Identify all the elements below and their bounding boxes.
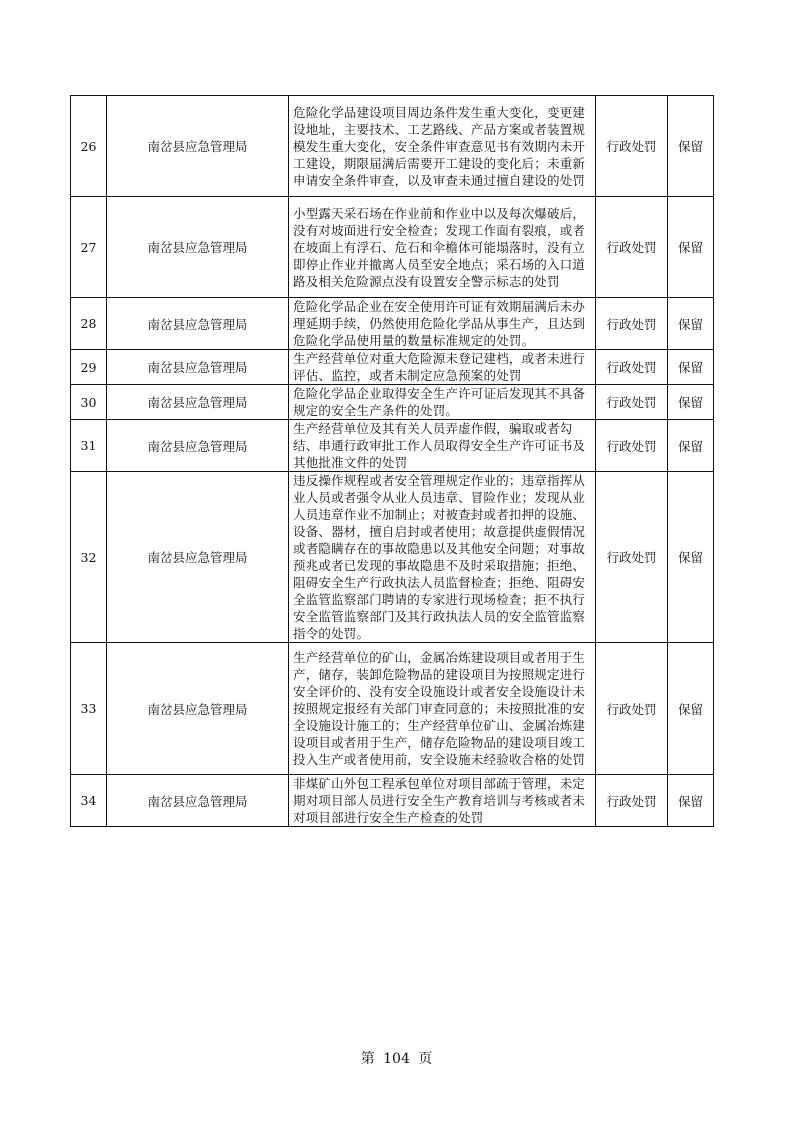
- table-row: [71, 385, 714, 420]
- department-cell: 南岔县应急管理局: [107, 420, 289, 472]
- item-type: 行政处罚: [596, 420, 668, 472]
- department-cell: 南岔县应急管理局: [107, 775, 289, 827]
- status-cell: 保留: [668, 350, 714, 385]
- status-cell: 保留: [668, 472, 714, 643]
- row-number: 33: [71, 643, 107, 775]
- row-number: 32: [71, 472, 107, 643]
- status-cell: 保留: [668, 775, 714, 827]
- item-type: 行政处罚: [596, 350, 668, 385]
- item-type: 行政处罚: [596, 298, 668, 350]
- status-cell: 保留: [668, 96, 714, 197]
- status-cell: 保留: [668, 643, 714, 775]
- table-row: [71, 350, 714, 385]
- status-cell: 保留: [668, 420, 714, 472]
- department-cell: 南岔县应急管理局: [107, 385, 289, 420]
- authority-table: [70, 95, 714, 827]
- item-type: 行政处罚: [596, 96, 668, 197]
- table-row: [71, 775, 714, 827]
- department-cell: 南岔县应急管理局: [107, 472, 289, 643]
- row-number: 27: [71, 197, 107, 298]
- item-description: 生产经营单位的矿山，金属冶炼建设项目或者用于生产，储存，装卸危险物品的建设项目为按照规定进行安全评价的、没有安全设施设计或者安全设施设计未按照规定报经有关部门审查同意的；未按照批准的安全设施设计施工的；生产经营单位矿山、金属冶炼建设项目或者用于生产，储存危险物品的建设项目竣工投入生产或者使用前，安全设施未经验收合格的处罚: [289, 643, 596, 775]
- status-cell: 保留: [668, 197, 714, 298]
- table-row: [71, 298, 714, 350]
- item-description: 小型露天采石场在作业前和作业中以及每次爆破后，没有对坡面进行安全检查；发现工作面有裂痕，或者在坡面上有浮石、危石和伞檐体可能塌落时，没有立即停止作业并撤离人员至安全地点；采石场的入口道路及相关危险源点没有设置安全警示标志的处罚: [289, 197, 596, 298]
- status-cell: 保留: [668, 298, 714, 350]
- item-type: 行政处罚: [596, 775, 668, 827]
- status-cell: 保留: [668, 385, 714, 420]
- table-row: [71, 197, 714, 298]
- department-cell: 南岔县应急管理局: [107, 350, 289, 385]
- row-number: 29: [71, 350, 107, 385]
- item-description: 非煤矿山外包工程承包单位对项目部疏于管理，未定期对项目部人员进行安全生产教育培训与考核或者未对项目部进行安全生产检查的处罚: [289, 775, 596, 827]
- item-description: 危险化学品企业取得安全生产许可证后发现其不具备规定的安全生产条件的处罚。: [289, 385, 596, 420]
- row-number: 34: [71, 775, 107, 827]
- item-type: 行政处罚: [596, 197, 668, 298]
- row-number: 31: [71, 420, 107, 472]
- department-cell: 南岔县应急管理局: [107, 643, 289, 775]
- item-type: 行政处罚: [596, 385, 668, 420]
- item-type: 行政处罚: [596, 643, 668, 775]
- item-description: 危险化学品企业在安全使用许可证有效期届满后未办理延期手续，仍然使用危险化学品从事生产，且达到危险化学品使用量的数量标准规定的处罚。: [289, 298, 596, 350]
- item-description: 生产经营单位及其有关人员弄虚作假，骗取或者勾结、串通行政审批工作人员取得安全生产许可证书及其他批准文件的处罚: [289, 420, 596, 472]
- table-row: [71, 472, 714, 643]
- row-number: 26: [71, 96, 107, 197]
- table-row: [71, 420, 714, 472]
- item-description: 违反操作规程或者安全管理规定作业的；违章指挥从业人员或者强令从业人员违章、冒险作业；发现从业人员违章作业不加制止；对被查封或者扣押的设施、设备、器材，擅自启封或者使用；故意提供虚假情况或者隐瞒存在的事故隐患以及其他安全问题；对事故预兆或者已发现的事故隐患不及时采取措施；拒绝、阻碍安全生产行政执法人员监督检查；拒绝、阻碍安全监管监察部门聘请的专家进行现场检查；拒不执行安全监管监察部门及其行政执法人员的安全监管监察指令的处罚。: [289, 472, 596, 643]
- row-number: 28: [71, 298, 107, 350]
- item-description: 危险化学品建设项目周边条件发生重大变化，变更建设地址，主要技术、工艺路线、产品方案或者装置规模发生重大变化，安全条件审查意见书有效期内未开工建设，期限届满后需要开工建设的变化后；未重新申请安全条件审查，以及审查未通过擅自建设的处罚: [289, 96, 596, 197]
- row-number: 30: [71, 385, 107, 420]
- item-type: 行政处罚: [596, 472, 668, 643]
- department-cell: 南岔县应急管理局: [107, 197, 289, 298]
- page-number: 第 104 页: [360, 1051, 433, 1067]
- table-row: [71, 96, 714, 197]
- item-description: 生产经营单位对重大危险源未登记建档，或者未进行评估、监控，或者未制定应急预案的处罚: [289, 350, 596, 385]
- department-cell: 南岔县应急管理局: [107, 298, 289, 350]
- department-cell: 南岔县应急管理局: [107, 96, 289, 197]
- table-row: [71, 643, 714, 775]
